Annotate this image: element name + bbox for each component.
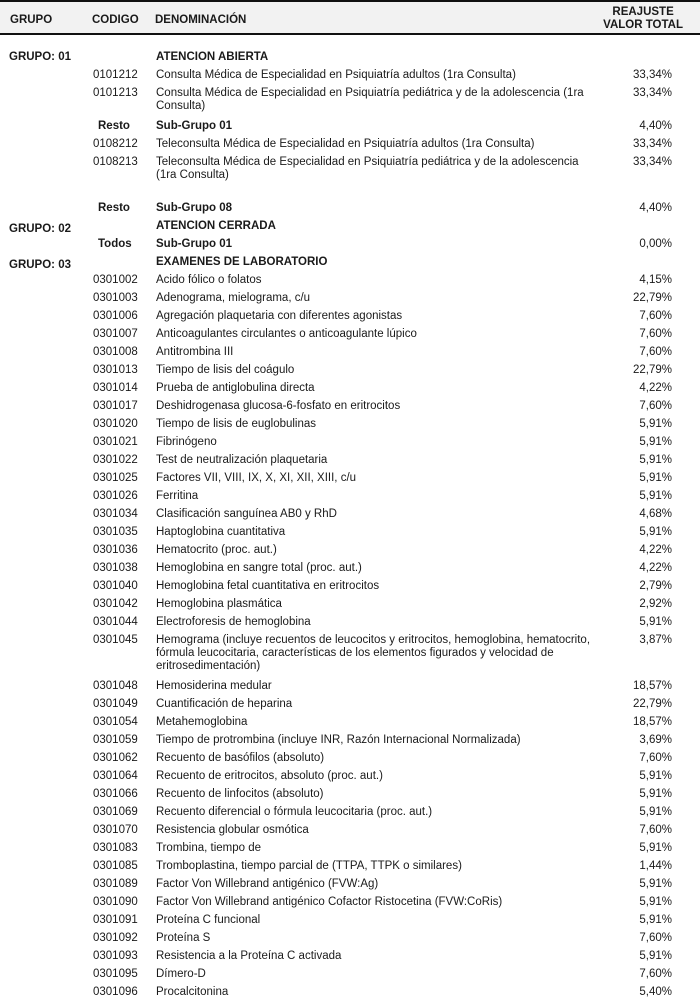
valor-cell: 18,57%: [632, 716, 672, 728]
codigo-cell: 0301089: [93, 878, 138, 890]
table-row: [0, 418, 700, 436]
table-row: [0, 526, 700, 544]
denominacion-cell: Ferritina: [156, 490, 199, 502]
denominacion-cell: Resistencia globular osmótica: [156, 824, 309, 836]
codigo-cell: Todos: [98, 238, 132, 250]
table-row: [0, 806, 700, 824]
valor-cell: 7,60%: [639, 346, 672, 358]
valor-cell: 4,22%: [639, 382, 672, 394]
valor-cell: 4,15%: [639, 274, 672, 286]
valor-cell: 5,91%: [639, 454, 672, 466]
table-row: [0, 598, 700, 616]
denominacion-cell: Haptoglobina cuantitativa: [156, 526, 286, 538]
group-row: [0, 51, 700, 69]
table-row: [0, 454, 700, 472]
codigo-cell: 0301014: [93, 382, 138, 394]
table-row: [0, 580, 700, 598]
denominacion-cell: ATENCION ABIERTA: [156, 51, 269, 63]
codigo-cell: 0108212: [93, 138, 138, 150]
valor-cell: 2,92%: [639, 598, 672, 610]
denominacion-cell: Prueba de antiglobulina directa: [156, 382, 315, 394]
codigo-cell: 0301049: [93, 698, 138, 710]
codigo-cell: 0301013: [93, 364, 138, 376]
denominacion-cell: Factor Von Willebrand antigénico Cofactor Ristocetina (FVW:CoRis): [156, 896, 503, 908]
denominacion-cell: Trombina, tiempo de: [156, 842, 262, 854]
denominacion-cell: Hemoglobina en sangre total (proc. aut.): [156, 562, 362, 574]
codigo-cell: 0101212: [93, 69, 138, 81]
valor-cell: 5,91%: [639, 950, 672, 962]
denominacion-cell: Proteína C funcional: [156, 914, 261, 926]
valor-cell: 2,79%: [639, 580, 672, 592]
codigo-cell: 0301044: [93, 616, 138, 628]
valor-cell: 7,60%: [639, 310, 672, 322]
codigo-cell: 0301021: [93, 436, 138, 448]
denominacion-cell: Recuento de linfocitos (absoluto): [156, 788, 324, 800]
header-codigo: CODIGO: [92, 14, 139, 26]
grupo-cell: GRUPO: 03: [9, 259, 71, 271]
codigo-cell: 0301070: [93, 824, 138, 836]
table-row: [0, 436, 700, 454]
denominacion-cell: Factores VII, VIII, IX, X, XI, XII, XIII, c/u: [156, 472, 357, 484]
codigo-cell: 0301066: [93, 788, 138, 800]
table-row: [0, 472, 700, 490]
codigo-cell: 0301007: [93, 328, 138, 340]
codigo-cell: 0301008: [93, 346, 138, 358]
valor-cell: 7,60%: [639, 824, 672, 836]
denominacion-cell: Consulta Médica de Especialidad en Psiquiatría pediátrica y de la adolescencia (1ra Consulta): [156, 87, 584, 112]
valor-cell: 33,34%: [632, 87, 672, 99]
codigo-cell: 0301038: [93, 562, 138, 574]
table-row: [0, 788, 700, 806]
table-row: [0, 752, 700, 770]
table-row: [0, 508, 700, 526]
denominacion-cell: Tiempo de lisis de euglobulinas: [156, 418, 317, 430]
codigo-cell: 0301035: [93, 526, 138, 538]
denominacion-cell: Agregación plaquetaria con diferentes agonistas: [156, 310, 403, 322]
table-row: [0, 634, 700, 680]
valor-cell: 5,40%: [639, 986, 672, 998]
codigo-cell: 0301090: [93, 896, 138, 908]
valor-cell: 33,34%: [632, 69, 672, 81]
codigo-cell: 0301048: [93, 680, 138, 692]
denominacion-cell: Hemosiderina medular: [156, 680, 272, 692]
valor-cell: 3,69%: [639, 734, 672, 746]
valor-cell: 7,60%: [639, 328, 672, 340]
table-row: [0, 364, 700, 382]
table-row: [0, 968, 700, 986]
table-row: [0, 310, 700, 328]
denominacion-cell: Tiempo de protrombina (incluye INR, Razón Internacional Normalizada): [156, 734, 521, 746]
denominacion-cell: Antitrombina III: [156, 346, 234, 358]
valor-cell: 5,91%: [639, 616, 672, 628]
valor-cell: 4,68%: [639, 508, 672, 520]
table-header: [0, 0, 700, 35]
table-row: [0, 932, 700, 950]
denominacion-cell: Sub-Grupo 01: [156, 120, 233, 132]
denominacion-cell: Acido fólico o folatos: [156, 274, 262, 286]
table-row: [0, 346, 700, 364]
codigo-cell: 0301091: [93, 914, 138, 926]
table-row: [0, 156, 700, 202]
header-reajuste-line2: VALOR TOTAL: [603, 19, 683, 31]
denominacion-cell: Tiempo de lisis del coágulo: [156, 364, 295, 376]
denominacion-cell: Sub-Grupo 01: [156, 238, 233, 250]
denominacion-cell: Teleconsulta Médica de Especialidad en Psiquiatría pediátrica y de la adolescencia (1ra Consulta): [156, 156, 579, 181]
header-denominacion: DENOMINACIÓN: [155, 14, 247, 26]
subgroup-row: [0, 238, 700, 256]
codigo-cell: 0301095: [93, 968, 138, 980]
table-row: [0, 680, 700, 698]
valor-cell: 5,91%: [639, 418, 672, 430]
table-row: [0, 292, 700, 310]
codigo-cell: 0301025: [93, 472, 138, 484]
table-row: [0, 274, 700, 292]
table-row: [0, 328, 700, 346]
codigo-cell: 0301069: [93, 806, 138, 818]
subgroup-row: [0, 202, 700, 220]
valor-cell: 5,91%: [639, 878, 672, 890]
denominacion-cell: Proteína S: [156, 932, 211, 944]
table-row: [0, 896, 700, 914]
valor-cell: 1,44%: [639, 860, 672, 872]
codigo-cell: 0301096: [93, 986, 138, 998]
codigo-cell: Resto: [98, 120, 130, 132]
codigo-cell: 0301083: [93, 842, 138, 854]
valor-cell: 5,91%: [639, 526, 672, 538]
denominacion-cell: Deshidrogenasa glucosa-6-fosfato en eritrocitos: [156, 400, 401, 412]
table-row: [0, 770, 700, 788]
valor-cell: 5,91%: [639, 896, 672, 908]
denominacion-cell: Electroforesis de hemoglobina: [156, 616, 311, 628]
table-row: [0, 138, 700, 156]
table-row: [0, 860, 700, 878]
codigo-cell: 0301002: [93, 274, 138, 286]
valor-cell: 5,91%: [639, 490, 672, 502]
table-row: [0, 616, 700, 634]
valor-cell: 33,34%: [632, 138, 672, 150]
codigo-cell: 0301085: [93, 860, 138, 872]
codigo-cell: 0301045: [93, 634, 138, 646]
group-row: [0, 256, 700, 274]
group-row: [0, 220, 700, 238]
denominacion-cell: Test de neutralización plaquetaria: [156, 454, 328, 466]
table-row: [0, 382, 700, 400]
header-reajuste: [603, 6, 683, 32]
valor-cell: 7,60%: [639, 968, 672, 980]
denominacion-cell: Tromboplastina, tiempo parcial de (TTPA, TTPK o similares): [156, 860, 462, 872]
codigo-cell: 0301059: [93, 734, 138, 746]
denominacion-cell: EXAMENES DE LABORATORIO: [156, 256, 328, 268]
codigo-cell: 0301054: [93, 716, 138, 728]
codigo-cell: 0101213: [93, 87, 138, 99]
codigo-cell: 0301022: [93, 454, 138, 466]
codigo-cell: 0301020: [93, 418, 138, 430]
valor-cell: 22,79%: [632, 698, 672, 710]
codigo-cell: 0301034: [93, 508, 138, 520]
denominacion-cell: Procalcitonina: [156, 986, 229, 998]
denominacion-cell: Recuento de eritrocitos, absoluto (proc. aut.): [156, 770, 383, 782]
valor-cell: 5,91%: [639, 788, 672, 800]
codigo-cell: 0301093: [93, 950, 138, 962]
valor-cell: 4,40%: [639, 202, 672, 214]
valor-cell: 5,91%: [639, 842, 672, 854]
codigo-cell: 0301003: [93, 292, 138, 304]
denominacion-cell: Consulta Médica de Especialidad en Psiquiatría adultos (1ra Consulta): [156, 69, 516, 81]
table-row: [0, 986, 700, 1004]
denominacion-cell: Resistencia a la Proteína C activada: [156, 950, 342, 962]
valor-cell: 33,34%: [632, 156, 672, 168]
denominacion-cell: Fibrinógeno: [156, 436, 217, 448]
table-row: [0, 716, 700, 734]
denominacion-cell: Teleconsulta Médica de Especialidad en Psiquiatría adultos (1ra Consulta): [156, 138, 535, 150]
valor-cell: 7,60%: [639, 752, 672, 764]
denominacion-cell: Hemoglobina fetal cuantitativa en eritrocitos: [156, 580, 380, 592]
denominacion-cell: Recuento diferencial o fórmula leucocitaria (proc. aut.): [156, 806, 433, 818]
denominacion-cell: Adenograma, mielograma, c/u: [156, 292, 311, 304]
valor-cell: 4,22%: [639, 544, 672, 556]
codigo-cell: 0301062: [93, 752, 138, 764]
codigo-cell: Resto: [98, 202, 130, 214]
valor-cell: 5,91%: [639, 436, 672, 448]
grupo-cell: GRUPO: 02: [9, 223, 71, 235]
valor-cell: 5,91%: [639, 914, 672, 926]
denominacion-cell: ATENCION CERRADA: [156, 220, 276, 232]
codigo-cell: 0301006: [93, 310, 138, 322]
valor-cell: 22,79%: [632, 364, 672, 376]
codigo-cell: 0108213: [93, 156, 138, 168]
valor-cell: 5,91%: [639, 770, 672, 782]
table-row: [0, 69, 700, 87]
codigo-cell: 0301064: [93, 770, 138, 782]
header-reajuste-line1: REAJUSTE: [612, 6, 674, 18]
valor-cell: 18,57%: [632, 680, 672, 692]
valor-cell: 5,91%: [639, 806, 672, 818]
codigo-cell: 0301036: [93, 544, 138, 556]
valor-cell: 7,60%: [639, 932, 672, 944]
valor-cell: 4,40%: [639, 120, 672, 132]
denominacion-cell: Hematocrito (proc. aut.): [156, 544, 277, 556]
denominacion-cell: Metahemoglobina: [156, 716, 248, 728]
table-row: [0, 878, 700, 896]
denominacion-cell: Anticoagulantes circulantes o anticoagulante lúpico: [156, 328, 417, 340]
valor-cell: 22,79%: [632, 292, 672, 304]
codigo-cell: 0301092: [93, 932, 138, 944]
table-row: [0, 698, 700, 716]
denominacion-cell: Dímero-D: [156, 968, 206, 980]
header-grupo: GRUPO: [10, 14, 53, 26]
valor-cell: 3,87%: [639, 634, 672, 646]
table-row: [0, 950, 700, 968]
denominacion-cell: Hemograma (incluye recuentos de leucocitos y eritrocitos, hemoglobina, hematocrito, fórmula leucocitaria, características de los elementos figurados y velocidad de eritrosedimentación): [156, 634, 591, 672]
table-row: [0, 562, 700, 580]
table-row: [0, 544, 700, 562]
denominacion-cell: Sub-Grupo 08: [156, 202, 233, 214]
codigo-cell: 0301040: [93, 580, 138, 592]
valor-cell: 7,60%: [639, 400, 672, 412]
codigo-cell: 0301017: [93, 400, 138, 412]
valor-cell: 0,00%: [639, 238, 672, 250]
table-row: [0, 400, 700, 418]
valor-cell: 5,91%: [639, 472, 672, 484]
table-row: [0, 490, 700, 508]
denominacion-cell: Recuento de basófilos (absoluto): [156, 752, 325, 764]
denominacion-cell: Clasificación sanguínea AB0 y RhD: [156, 508, 337, 520]
denominacion-cell: Hemoglobina plasmática: [156, 598, 282, 610]
denominacion-cell: Cuantificación de heparina: [156, 698, 293, 710]
codigo-cell: 0301042: [93, 598, 138, 610]
grupo-cell: GRUPO: 01: [9, 51, 71, 63]
table-row: [0, 842, 700, 860]
subgroup-row: [0, 120, 700, 138]
valor-cell: 4,22%: [639, 562, 672, 574]
denominacion-cell: Factor Von Willebrand antigénico (FVW:Ag): [156, 878, 379, 890]
table-row: [0, 914, 700, 932]
table-body: [0, 51, 700, 1004]
codigo-cell: 0301026: [93, 490, 138, 502]
table-row: [0, 734, 700, 752]
table-row: [0, 87, 700, 120]
table-row: [0, 824, 700, 842]
